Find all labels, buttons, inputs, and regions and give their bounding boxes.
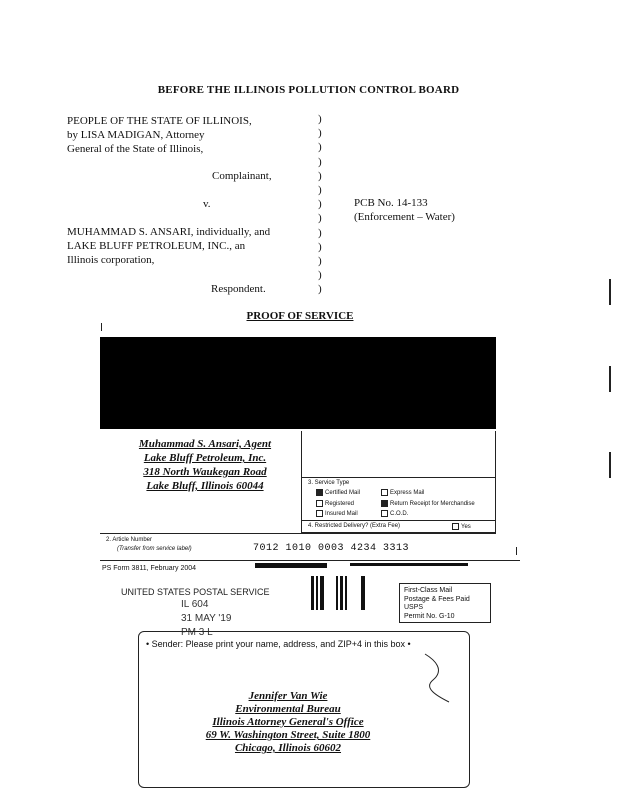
postal-barcode bbox=[311, 576, 365, 610]
proof-of-service-title: PROOF OF SERVICE bbox=[246, 310, 354, 322]
versus-label: v. bbox=[203, 198, 211, 210]
checkbox-icon bbox=[381, 510, 388, 517]
article-number-label: 2. Article Number bbox=[106, 537, 153, 543]
respondent-label: Respondent. bbox=[211, 283, 266, 295]
return-address-line: 69 W. Washington Street, Suite 1800 bbox=[205, 729, 371, 741]
case-number: PCB No. 14-133 bbox=[354, 197, 428, 209]
certified-label: Certified Mail bbox=[325, 490, 361, 497]
card-rule bbox=[100, 560, 520, 561]
return-address-line: Illinois Attorney General's Office bbox=[212, 716, 364, 728]
card-divider bbox=[495, 431, 496, 533]
card-rule bbox=[301, 520, 495, 521]
addressee-line: 318 North Waukegan Road bbox=[143, 466, 267, 478]
return-address-line: Jennifer Van Wie bbox=[248, 690, 328, 702]
plaintiff-line: General of the State of Illinois, bbox=[67, 143, 204, 156]
respondent-line: LAKE BLUFF PETROLEUM, INC., an bbox=[67, 240, 246, 253]
insured-option bbox=[316, 510, 358, 517]
express-label: Express Mail bbox=[390, 490, 425, 497]
addressee-line: Lake Bluff Petroleum, Inc. bbox=[143, 452, 267, 464]
respondent-line: MUHAMMAD S. ANSARI, individually, and bbox=[67, 226, 271, 238]
restricted-delivery-label: 4. Restricted Delivery? (Extra Fee) bbox=[308, 523, 401, 529]
handwritten-scribble bbox=[415, 650, 465, 710]
plaintiff-line: by LISA MADIGAN, Attorney bbox=[67, 129, 205, 142]
service-type-label: 3. Service Type bbox=[308, 480, 350, 486]
postmark-line: PM 3 L bbox=[181, 627, 213, 638]
caption-parentheses: ) ) ) ) ) ) ) ) ) ) ) ) ) bbox=[318, 113, 322, 296]
respondent-block bbox=[67, 225, 270, 268]
checkbox-checked-icon bbox=[381, 500, 388, 507]
plaintiff-line: PEOPLE OF THE STATE OF ILLINOIS, bbox=[67, 115, 252, 127]
checkbox-icon bbox=[381, 489, 388, 496]
article-number: 7012 1010 0003 4234 3313 bbox=[253, 543, 410, 554]
redaction-block bbox=[100, 337, 496, 429]
yes-label: Yes bbox=[461, 524, 471, 531]
postal-service-label: UNITED STATES POSTAL SERVICE bbox=[121, 587, 270, 597]
checkbox-icon bbox=[316, 500, 323, 507]
insured-label: Insured Mail bbox=[325, 511, 358, 518]
addressee-block bbox=[120, 437, 290, 493]
registered-label: Registered bbox=[325, 501, 355, 508]
bar-strip bbox=[350, 563, 468, 566]
yes-option bbox=[452, 523, 471, 530]
permit-line: First-Class Mail bbox=[404, 587, 453, 594]
cod-label: C.O.D. bbox=[390, 511, 409, 518]
page-title: BEFORE THE ILLINOIS POLLUTION CONTROL BOARD bbox=[157, 84, 460, 96]
card-rule bbox=[100, 533, 496, 534]
checkbox-checked-icon bbox=[316, 489, 323, 496]
checkbox-icon bbox=[316, 510, 323, 517]
card-rule bbox=[301, 477, 495, 478]
postmark-line: IL 604 bbox=[181, 599, 209, 610]
permit-line: Postage & Fees Paid bbox=[404, 595, 470, 603]
express-mail-option bbox=[381, 489, 424, 496]
checkbox-icon bbox=[452, 523, 459, 530]
ps-form-label: PS Form 3811, February 2004 bbox=[102, 565, 197, 572]
return-address-block bbox=[188, 690, 388, 755]
case-number-block bbox=[354, 196, 455, 224]
card-divider bbox=[301, 431, 302, 533]
permit-box bbox=[399, 583, 491, 623]
permit-line: USPS bbox=[404, 604, 424, 611]
postmark-line: 31 MAY '19 bbox=[181, 613, 232, 624]
scan-tick bbox=[516, 547, 517, 555]
addressee-line: Muhammad S. Ansari, Agent bbox=[138, 438, 272, 450]
return-receipt-label: Return Receipt for Merchandise bbox=[390, 501, 475, 508]
sender-prompt: • Sender: Please print your name, address, and ZIP+4 in this box • bbox=[146, 639, 411, 649]
case-type: (Enforcement – Water) bbox=[354, 211, 455, 223]
cod-option bbox=[381, 510, 408, 517]
margin-mark bbox=[609, 366, 611, 392]
return-address-line: Environmental Bureau bbox=[235, 703, 341, 715]
certified-mail-option bbox=[316, 489, 360, 496]
permit-line: Permit No. G-10 bbox=[404, 612, 455, 620]
article-number-sublabel: (Transfer from service label) bbox=[117, 546, 192, 552]
margin-mark bbox=[609, 452, 611, 478]
registered-option bbox=[316, 500, 354, 507]
bar-strip bbox=[255, 563, 327, 568]
complainant-label: Complainant, bbox=[212, 170, 272, 182]
margin-mark bbox=[609, 279, 611, 305]
plaintiff-block bbox=[67, 114, 252, 157]
scan-tick bbox=[101, 323, 102, 331]
addressee-line: Lake Bluff, Illinois 60044 bbox=[146, 480, 264, 492]
return-address-line: Chicago, Illinois 60602 bbox=[234, 742, 342, 754]
return-receipt-option bbox=[381, 500, 475, 507]
respondent-line: Illinois corporation, bbox=[67, 254, 155, 267]
